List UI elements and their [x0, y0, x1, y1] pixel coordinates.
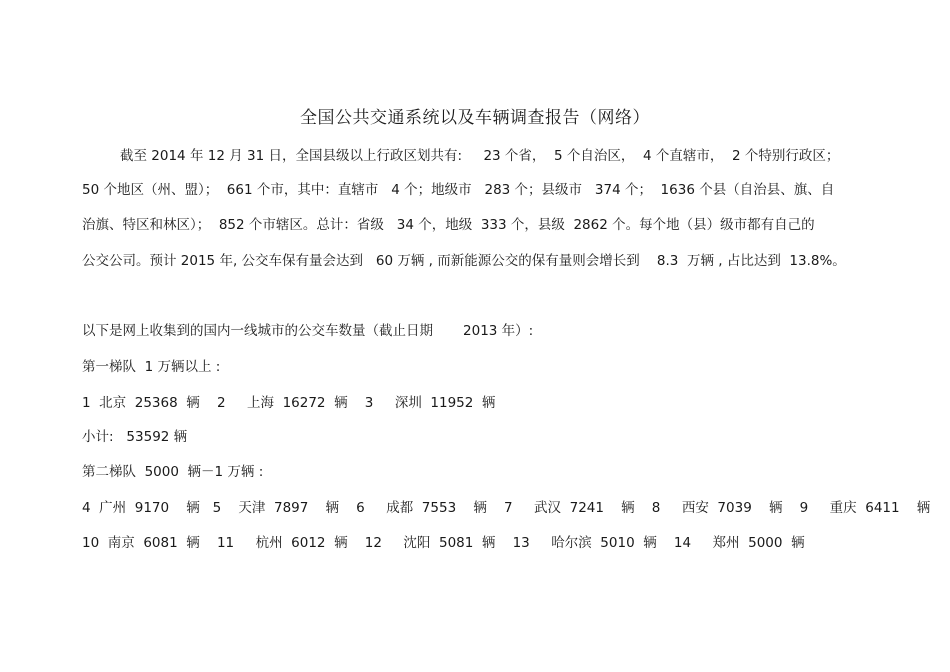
- paragraph-line-2: 50 个地区（州、盟）； 661 个市，其中：直辖市 4 个；地级市 283 个；县级市 374 个； 1636 个县（自治县、旗、自: [82, 182, 835, 198]
- subtotal-line: 小计: 53592 辆: [82, 429, 188, 445]
- paragraph-line-1: 截至 2014 年 12 月 31 日，全国县级以上行政区划共有: 23 个省， 5 个自治区， 4 个直辖市， 2 个特别行政区；: [120, 148, 840, 164]
- tier2-list-line-1: 4 广州 9170 辆 5 天津 7897 辆 6 成都 7553 辆 7 武汉 7241 辆 8 西安 7039 辆 9 重庆 6411 辆: [82, 500, 931, 516]
- tier2-list-line-2: 10 南京 6081 辆 11 杭州 6012 辆 12 沈阳 5081 辆 13 哈尔滨 5010 辆 14 郑州 5000 辆: [82, 535, 805, 551]
- tier2-heading: 第二梯队 5000 辆－1 万辆 :: [82, 464, 264, 480]
- intro-line: 以下是网上收集到的国内一线城市的公交车数量（截止日期 2013 年）:: [82, 323, 534, 339]
- paragraph-line-3: 治旗、特区和林区）； 852 个市辖区。总计：省级 34 个，地级 333 个，县级 2862 个。每个地（县）级市都有自己的: [82, 217, 815, 233]
- paragraph-line-4: 公交公司。预计 2015 年, 公交车保有量会达到 60 万辆 , 而新能源公交的保有量则会增长到 8.3 万辆 , 占比达到 13.8%。: [82, 253, 846, 269]
- tier1-list: 1 北京 25368 辆 2 上海 16272 辆 3 深圳 11952 辆: [82, 395, 496, 411]
- document-title: 全国公共交通系统以及车辆调查报告（网络）: [300, 108, 650, 128]
- tier1-heading: 第一梯队 1 万辆以上 :: [82, 359, 221, 375]
